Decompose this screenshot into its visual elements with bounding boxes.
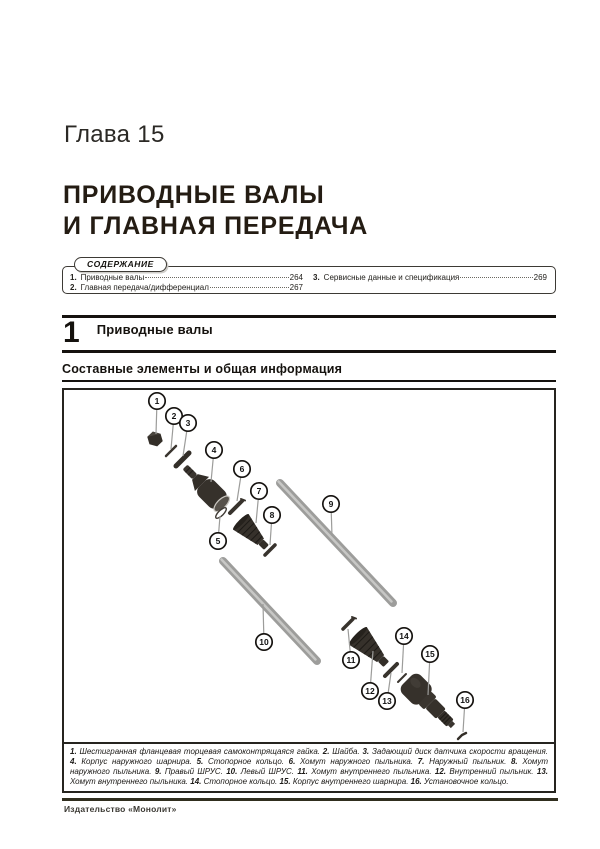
svg-text:11: 11 xyxy=(346,655,356,665)
callout-5 xyxy=(210,533,226,549)
callout-8 xyxy=(264,507,280,523)
callout-9 xyxy=(323,496,339,512)
svg-text:7: 7 xyxy=(256,486,262,496)
toc-box xyxy=(62,259,556,294)
toc-column-1 xyxy=(70,273,303,293)
snap-ring-part-14 xyxy=(398,674,406,682)
callout-4 xyxy=(206,442,222,458)
callout-10 xyxy=(256,634,272,650)
outer-joint-housing-part-4 xyxy=(177,459,233,515)
chapter-title-line2: И ГЛАВНАЯ ПЕРЕДАЧА xyxy=(63,212,369,240)
svg-text:9: 9 xyxy=(328,499,334,509)
callout-3 xyxy=(180,415,196,431)
svg-text:5: 5 xyxy=(215,536,221,546)
footer-rule xyxy=(62,798,558,801)
publisher-footer: Издательство «Монолит» xyxy=(64,804,177,814)
clamp-part-11 xyxy=(343,617,356,629)
toc-item: 2. Главная передача/дифференциал 267 xyxy=(70,283,303,292)
section-number: 1 xyxy=(63,316,80,349)
svg-text:15: 15 xyxy=(425,649,435,659)
callout-6 xyxy=(234,461,250,477)
inner-joint-housing-part-15 xyxy=(398,671,462,735)
driveshaft-exploded-diagram xyxy=(64,390,554,742)
clamp-part-6 xyxy=(230,499,245,513)
callout-15 xyxy=(422,646,438,662)
svg-text:8: 8 xyxy=(269,510,275,520)
nut-part-1 xyxy=(146,431,165,448)
sensor-disk-part-3 xyxy=(176,453,189,466)
section-title: Приводные валы xyxy=(96,322,213,337)
callout-13 xyxy=(379,693,395,709)
svg-text:14: 14 xyxy=(399,631,409,641)
svg-text:16: 16 xyxy=(460,695,470,705)
svg-text:1: 1 xyxy=(154,396,160,406)
svg-text:2: 2 xyxy=(171,411,177,421)
set-ring-part-16 xyxy=(458,733,466,739)
svg-text:10: 10 xyxy=(259,637,269,647)
callout-16 xyxy=(457,692,473,708)
callout-12 xyxy=(362,683,378,699)
callout-11 xyxy=(343,652,359,668)
svg-text:4: 4 xyxy=(211,445,217,455)
chapter-title xyxy=(63,180,368,242)
svg-text:12: 12 xyxy=(365,686,375,696)
toc-header-tab: СОДЕРЖАНИЕ xyxy=(74,257,167,272)
toc-item: 1. Приводные валы 264 xyxy=(70,273,303,282)
figure-caption: 1. Шестигранная фланцевая торцевая самоконтрящаяся гайка. 2. Шайба. 3. Задающий диск датчика скорости вращения. 4. Корпус наружного шарнира. 5. Стопорное кольцо. 6. Хомут наружного пыльника. 7. Наружный пыльник. 8. Хомут наружного пыльника. 9. Правый ШРУС. 10. Левый ШРУС. 11. Хомут внутреннего пыльника. 12. Внутренний пыльник. 13. Хомут внутреннего пыльника. 14. Стопорное кольцо. 15. Корпус внутреннего шарнира. 16. Установочное кольцо. xyxy=(64,742,554,791)
svg-text:6: 6 xyxy=(239,464,245,474)
callout-7 xyxy=(251,483,267,499)
section-header xyxy=(62,315,556,353)
subsection-heading: Составные элементы и общая информация xyxy=(62,362,556,382)
chapter-title-line1: ПРИВОДНЫЕ ВАЛЫ xyxy=(63,181,325,209)
svg-text:3: 3 xyxy=(185,418,191,428)
toc-column-2 xyxy=(313,273,547,293)
callout-14 xyxy=(396,628,412,644)
callout-1 xyxy=(149,393,165,409)
figure-box xyxy=(62,388,556,793)
toc-item: 3. Сервисные данные и спецификация 269 xyxy=(313,273,547,282)
svg-text:13: 13 xyxy=(382,696,392,706)
chapter-label: Глава 15 xyxy=(64,121,165,148)
